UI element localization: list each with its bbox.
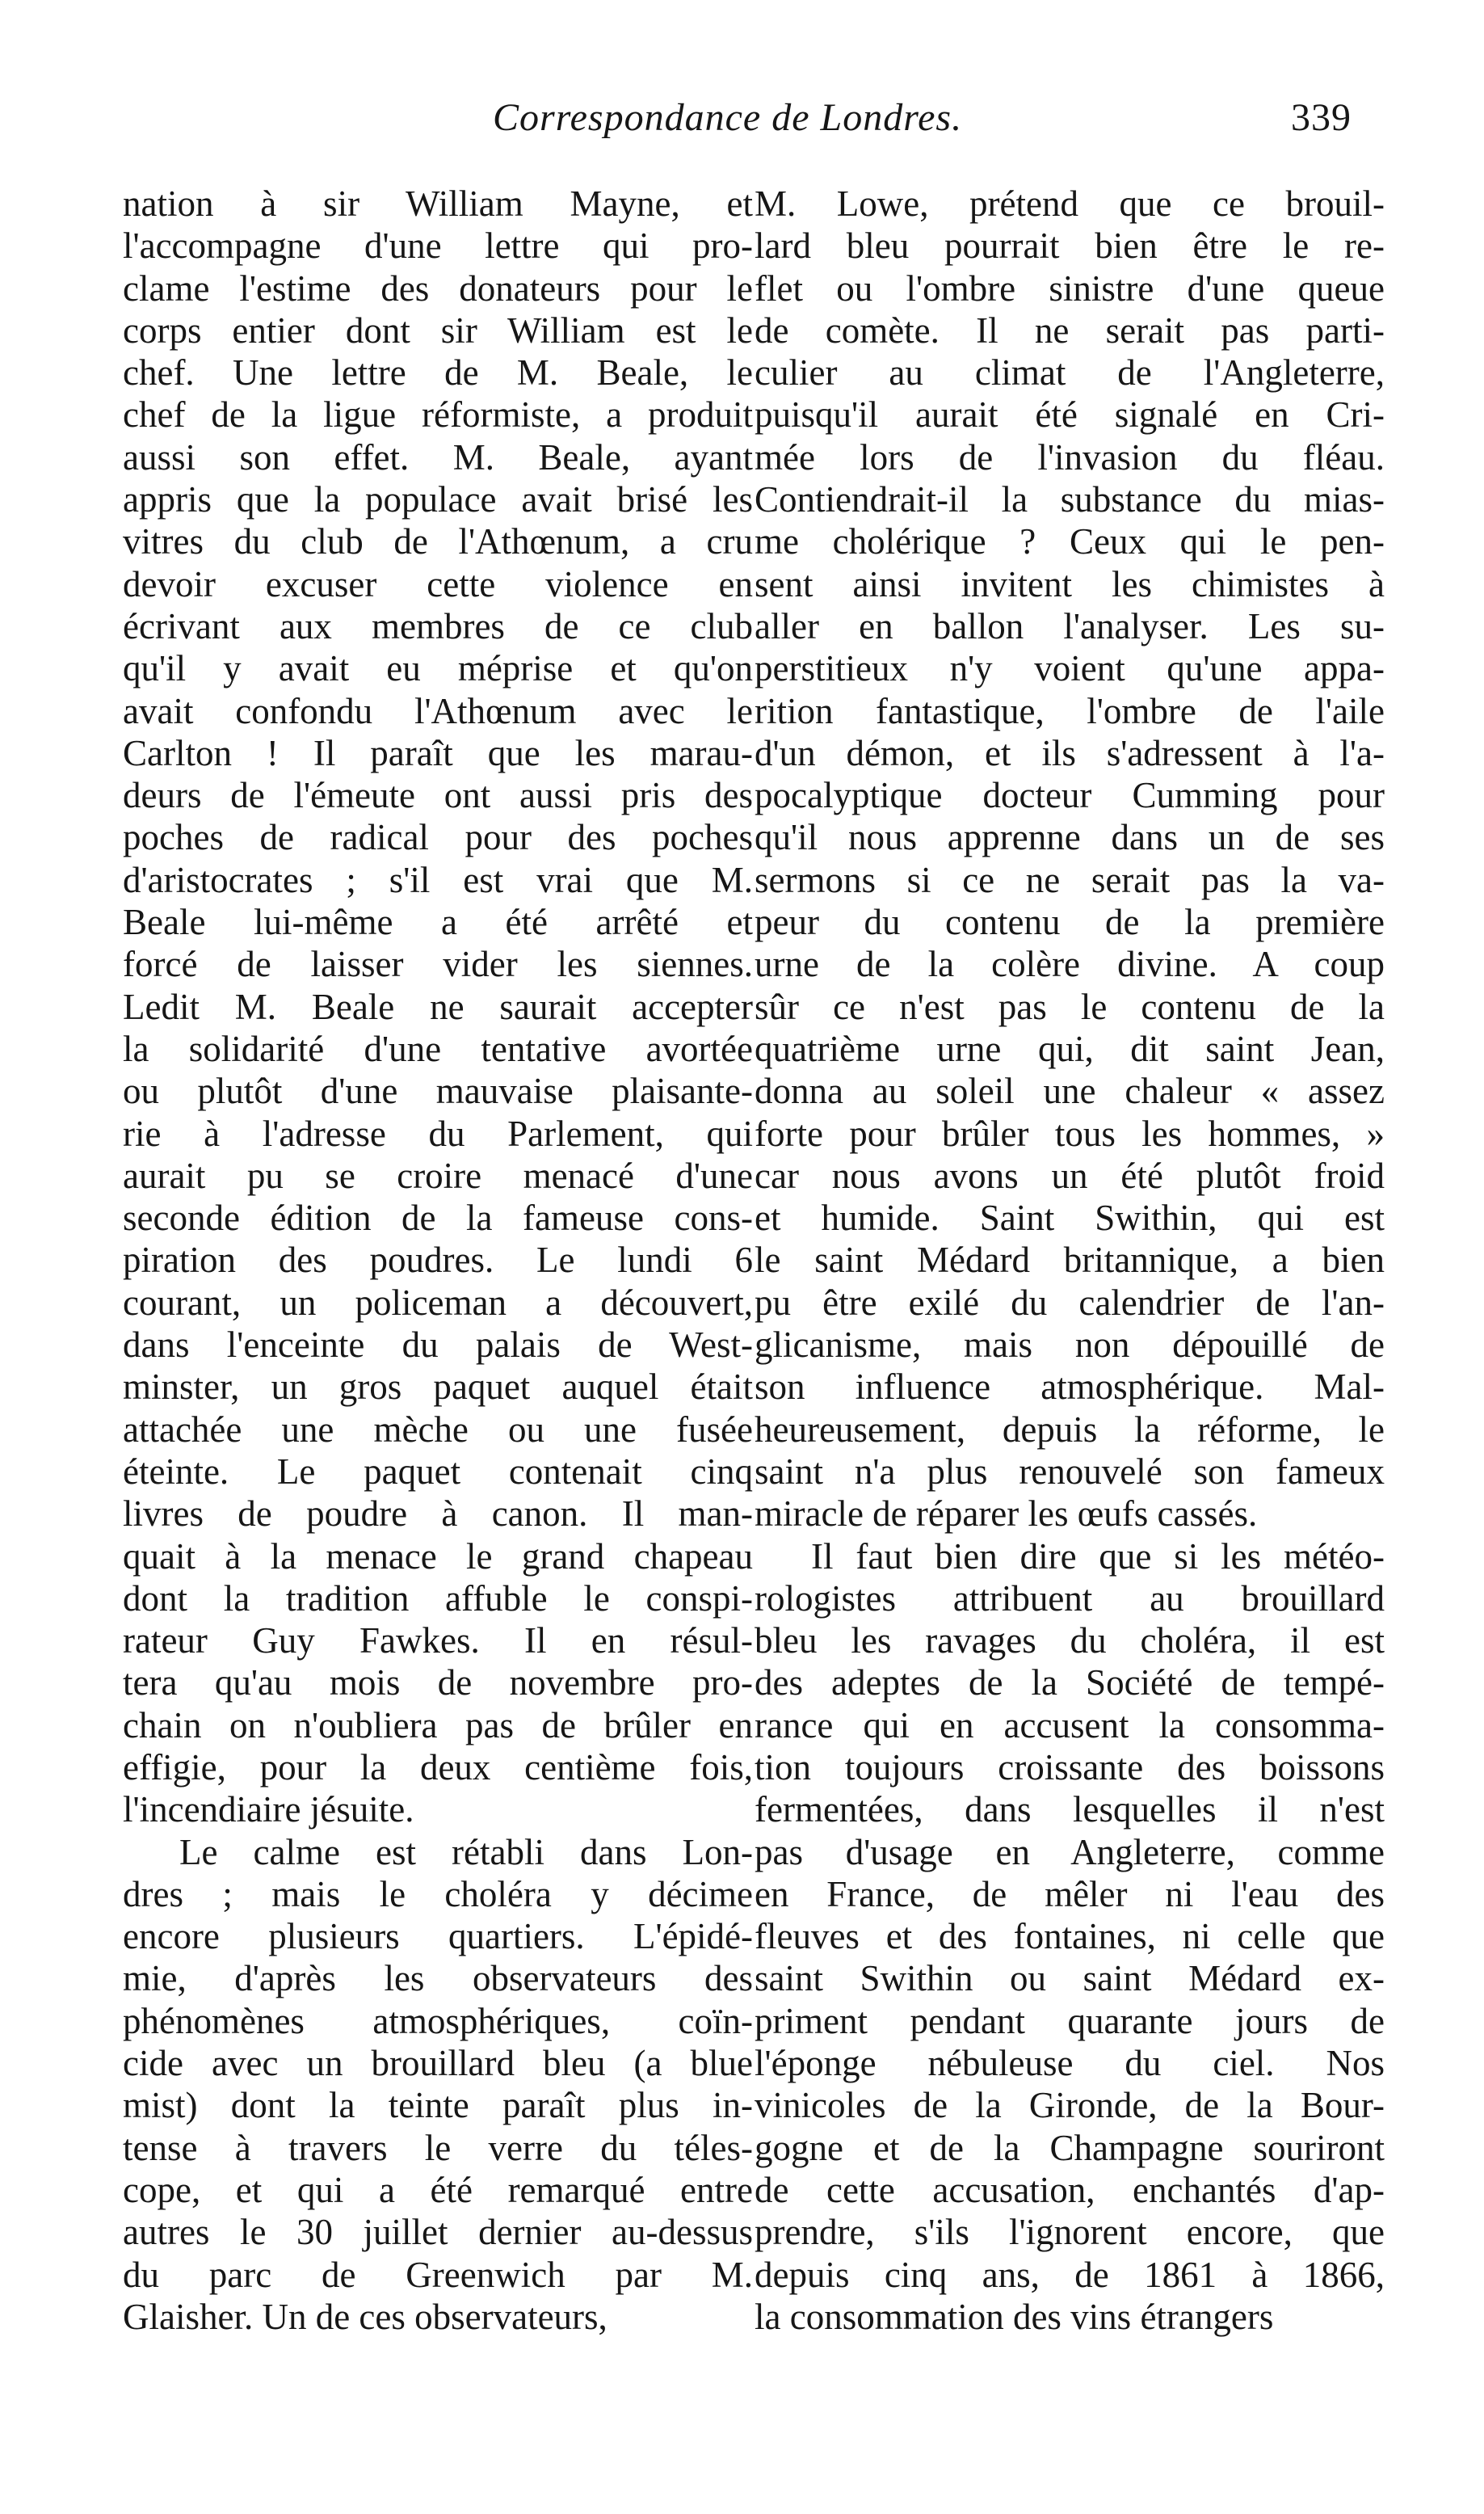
text-line: éteinte. Le paquet contenait cinq — [123, 1451, 753, 1492]
text-line: son influence atmosphérique. Mal- — [755, 1366, 1385, 1408]
text-line: attachée une mèche ou une fusée — [123, 1409, 753, 1450]
text-line: vinicoles de la Gironde, de la Bour- — [755, 2085, 1385, 2126]
running-title: Correspondance de Londres. — [493, 96, 963, 139]
page-number: 339 — [1291, 96, 1352, 139]
text-line: peur du contenu de la première — [755, 902, 1385, 943]
text-line: lard bleu pourrait bien être le re- — [755, 225, 1385, 267]
text-line: perstitieux n'y voient qu'une appa- — [755, 648, 1385, 689]
text-line: sermons si ce ne serait pas la va- — [755, 859, 1385, 900]
text-line: M. Lowe, prétend que ce brouil- — [755, 183, 1385, 224]
text-line: fleuves et des fontaines, ni celle que — [755, 1916, 1385, 1957]
right-column — [755, 183, 1385, 2338]
text-line: des adeptes de la Société de tempé- — [755, 1662, 1385, 1703]
text-line: aussi son effet. M. Beale, ayant — [123, 436, 753, 478]
text-line: chef. Une lettre de M. Beale, le — [123, 352, 753, 394]
text-line: effigie, pour la deux centième fois, — [123, 1746, 753, 1788]
text-line: puisqu'il aurait été signalé en Cri- — [755, 394, 1385, 436]
text-line: livres de poudre à canon. Il man- — [123, 1493, 753, 1535]
text-line: quatrième urne qui, dit saint Jean, — [755, 1028, 1385, 1069]
text-line: tion toujours croissante des boissons — [755, 1746, 1385, 1788]
text-line: miracle de réparer les œufs cassés. — [755, 1493, 1258, 1535]
text-line: avait confondu l'Athœnum avec le — [123, 690, 753, 731]
left-column — [123, 183, 753, 2338]
text-line: cide avec un brouillard bleu (a blue — [123, 2043, 753, 2084]
text-line: Le calme est rétabli dans Lon- — [179, 1831, 753, 1872]
text-line: Contiendrait-il la substance du mias- — [755, 479, 1385, 520]
text-line: Glaisher. Un de ces observateurs, — [123, 2296, 607, 2337]
text-line: d'un démon, et ils s'adressent à l'a- — [755, 732, 1385, 773]
text-line: encore plusieurs quartiers. L'épidé- — [123, 1916, 753, 1957]
text-line: Beale lui-même a été arrêté et — [123, 902, 753, 943]
text-line: chef de la ligue réformiste, a produit — [123, 394, 753, 436]
text-line: mie, d'après les observateurs des — [123, 1958, 753, 1999]
text-line: Ledit M. Beale ne saurait accepter — [123, 986, 753, 1027]
text-line: rateur Guy Fawkes. Il en résul- — [123, 1620, 753, 1661]
text-line: appris que la populace avait brisé les — [123, 479, 753, 520]
text-line: qu'il y avait eu méprise et qu'on — [123, 648, 753, 689]
text-line: deurs de l'émeute ont aussi pris des — [123, 775, 753, 816]
text-line: la consommation des vins étrangers — [755, 2296, 1274, 2337]
text-line: le saint Médard britannique, a bien — [755, 1240, 1385, 1281]
text-line: priment pendant quarante jours de — [755, 2000, 1385, 2041]
text-line: la solidarité d'une tentative avortée — [123, 1028, 753, 1069]
text-line: forcé de laisser vider les siennes. — [123, 944, 753, 985]
text-line: d'aristocrates ; s'il est vrai que M. — [123, 859, 753, 900]
text-line: rition fantastique, l'ombre de l'aile — [755, 690, 1385, 731]
text-line: prendre, s'ils l'ignorent encore, que — [755, 2212, 1385, 2253]
text-line: Il faut bien dire que si les météo- — [811, 1535, 1385, 1577]
text-line: ou plutôt d'une mauvaise plaisante- — [123, 1071, 753, 1112]
text-line: nation à sir William Mayne, et — [123, 183, 753, 224]
text-line: courant, un policeman a découvert, — [123, 1282, 753, 1323]
text-line: et humide. Saint Swithin, qui est — [755, 1198, 1385, 1239]
text-line: flet ou l'ombre sinistre d'une queue — [755, 267, 1385, 309]
text-line: tera qu'au mois de novembre pro- — [123, 1662, 753, 1703]
text-line: sûr ce n'est pas le contenu de la — [755, 986, 1385, 1027]
text-line: autres le 30 juillet dernier au-dessus — [123, 2212, 753, 2253]
text-line: de cette accusation, enchantés d'ap- — [755, 2169, 1385, 2210]
text-line: chain on n'oubliera pas de brûler en — [123, 1704, 753, 1745]
text-line: heureusement, depuis la réforme, le — [755, 1409, 1385, 1450]
text-line: qu'il nous apprenne dans un de ses — [755, 817, 1385, 858]
text-line: saint Swithin ou saint Médard ex- — [755, 1958, 1385, 1999]
text-line: forte pour brûler tous les hommes, » — [755, 1113, 1385, 1154]
text-line: gogne et de la Champagne souriront — [755, 2127, 1385, 2168]
text-line: vitres du club de l'Athœnum, a cru — [123, 521, 753, 562]
text-line: aller en ballon l'analyser. Les su- — [755, 605, 1385, 646]
text-line: glicanisme, mais non dépouillé de — [755, 1324, 1385, 1366]
text-line: pocalyptique docteur Cumming pour — [755, 775, 1385, 816]
text-line: du parc de Greenwich par M. — [123, 2254, 753, 2295]
text-line: bleu les ravages du choléra, il est — [755, 1620, 1385, 1661]
text-line: rologistes attribuent au brouillard — [755, 1577, 1385, 1619]
text-line: fermentées, dans lesquelles il n'est — [755, 1789, 1385, 1830]
text-line: cope, et qui a été remarqué entre — [123, 2169, 753, 2210]
text-line: l'accompagne d'une lettre qui pro- — [123, 225, 753, 267]
text-line: en France, de mêler ni l'eau des — [755, 1873, 1385, 1914]
text-line: rance qui en accusent la consomma- — [755, 1704, 1385, 1745]
text-line: saint n'a plus renouvelé son fameux — [755, 1451, 1385, 1492]
text-line: aurait pu se croire menacé d'une — [123, 1155, 753, 1196]
text-line: car nous avons un été plutôt froid — [755, 1155, 1385, 1196]
text-line: devoir excuser cette violence en — [123, 563, 753, 604]
text-line: écrivant aux membres de ce club — [123, 605, 753, 646]
text-line: culier au climat de l'Angleterre, — [755, 352, 1385, 394]
text-line: sent ainsi invitent les chimistes à — [755, 563, 1385, 604]
text-line: dres ; mais le choléra y décime — [123, 1873, 753, 1914]
text-line: pas d'usage en Angleterre, comme — [755, 1831, 1385, 1872]
text-line: me cholérique ? Ceux qui le pen- — [755, 521, 1385, 562]
text-line: mée lors de l'invasion du fléau. — [755, 436, 1385, 478]
text-line: Carlton ! Il paraît que les marau- — [123, 732, 753, 773]
text-line: phénomènes atmosphériques, coïn- — [123, 2000, 753, 2041]
text-line: pu être exilé du calendrier de l'an- — [755, 1282, 1385, 1323]
text-line: de comète. Il ne serait pas parti- — [755, 310, 1385, 351]
text-line: dans l'enceinte du palais de West- — [123, 1324, 753, 1366]
text-line: seconde édition de la fameuse cons- — [123, 1198, 753, 1239]
text-line: rie à l'adresse du Parlement, qui — [123, 1113, 753, 1154]
text-line: poches de radical pour des poches — [123, 817, 753, 858]
text-line: minster, un gros paquet auquel était — [123, 1366, 753, 1408]
text-line: corps entier dont sir William est le — [123, 310, 753, 351]
text-line: l'incendiaire jésuite. — [123, 1789, 414, 1830]
text-line: clame l'estime des donateurs pour le — [123, 267, 753, 309]
text-line: depuis cinq ans, de 1861 à 1866, — [755, 2254, 1385, 2295]
text-line: piration des poudres. Le lundi 6 — [123, 1240, 753, 1281]
text-line: mist) dont la teinte paraît plus in- — [123, 2085, 753, 2126]
text-line: donna au soleil une chaleur « assez — [755, 1071, 1385, 1112]
text-line: l'éponge nébuleuse du ciel. Nos — [755, 2043, 1385, 2084]
text-line: tense à travers le verre du téles- — [123, 2127, 753, 2168]
text-line: urne de la colère divine. A coup — [755, 944, 1385, 985]
text-line: dont la tradition affuble le conspi- — [123, 1577, 753, 1619]
text-line: quait à la menace le grand chapeau — [123, 1535, 753, 1577]
